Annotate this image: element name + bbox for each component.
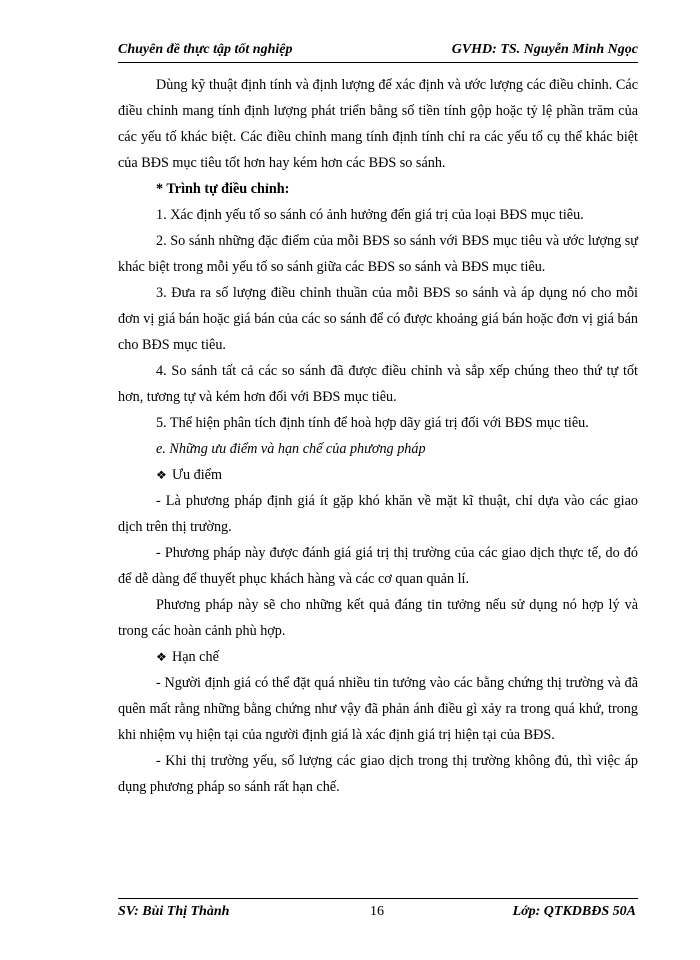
limitation-2: - Khi thị trường yếu, số lượng các giao dịch trong thị trường không đủ, thì việc áp dụng phương pháp so sánh rất hạn chế. xyxy=(118,753,638,795)
limitations-label: Hạn chế xyxy=(172,649,219,665)
paragraph-intro: Dùng kỹ thuật định tính và định lượng để xác định và ước lượng các điều chỉnh. Các điều chỉnh mang tính định lượng phát triển bằng số tiền tính gộp hoặc tỷ lệ phần trăm của các yếu tố khác biệt. Các điều chỉnh mang tính định tính chỉ ra các yếu tố cụ thể khác biệt của BĐS mục tiêu tốt hơn hay kém hơn các BĐS so sánh. xyxy=(118,77,638,171)
footer-student: SV: Bùi Thị Thành xyxy=(118,904,230,919)
header-title: Chuyên đề thực tập tốt nghiệp xyxy=(118,42,293,57)
diamond-bullet-icon: ❖ xyxy=(156,468,167,482)
footer-class: Lớp: QTKDBĐS 50A xyxy=(512,904,636,919)
document-body xyxy=(118,72,638,800)
header-supervisor: GVHD: TS. Nguyễn Minh Ngọc xyxy=(451,42,638,57)
advantage-2: - Phương pháp này được đánh giá giá trị thị trường của các giao dịch thực tế, do đó để dễ dàng để thuyết phục khách hàng và các cơ quan quản lí. xyxy=(118,545,638,587)
limitation-1: - Người định giá có thể đặt quá nhiều tin tưởng vào các bằng chứng thị trường và đã quên mất rằng những bằng chứng như vậy đã phản ánh điều gì xảy ra trong quá khứ, trong khi nhiệm vụ hiện tại của người định giá là xác định giá trị hiện tại của BĐS. xyxy=(118,675,638,743)
diamond-bullet-icon: ❖ xyxy=(156,650,167,664)
advantage-3: Phương pháp này sẽ cho những kết quả đáng tin tưởng nếu sử dụng nó hợp lý và trong các hoàn cảnh phù hợp. xyxy=(118,597,638,639)
step-4: 4. So sánh tất cả các so sánh đã được điều chỉnh và sắp xếp chúng theo thứ tự tốt hơn, tương tự và kém hơn đối với BĐS mục tiêu. xyxy=(118,363,638,405)
advantage-1: - Là phương pháp định giá ít gặp khó khăn về mặt kĩ thuật, chỉ dựa vào các giao dịch trên thị trường. xyxy=(118,493,638,535)
page-footer xyxy=(118,898,638,923)
step-5: 5. Thể hiện phân tích định tính để hoà hợp dãy giá trị đối với BĐS mục tiêu. xyxy=(156,415,589,431)
step-2: 2. So sánh những đặc điểm của mỗi BĐS so sánh với BĐS mục tiêu và ước lượng sự khác biệt trong mỗi yếu tố so sánh giữa các BĐS so sánh và BĐS mục tiêu. xyxy=(118,233,638,275)
advantages-label: Ưu điểm xyxy=(172,467,223,483)
step-1: 1. Xác định yếu tố so sánh có ảnh hưởng đến giá trị của loại BĐS mục tiêu. xyxy=(156,207,584,223)
page-header xyxy=(118,40,638,63)
heading-sequence: * Trình tự điều chỉnh: xyxy=(156,181,290,197)
advantages-heading xyxy=(118,462,638,488)
section-e-heading: e. Những ưu điểm và hạn chế của phương pháp xyxy=(156,441,426,457)
step-3: 3. Đưa ra số lượng điều chỉnh thuần của mỗi BĐS so sánh và áp dụng nó cho mỗi đơn vị giá bán hoặc giá bán của các so sánh để có được khoảng giá bán hoặc đơn vị giá bán cho BĐS mục tiêu. xyxy=(118,285,638,353)
limitations-heading xyxy=(118,644,638,670)
page-number: 16 xyxy=(370,904,384,919)
